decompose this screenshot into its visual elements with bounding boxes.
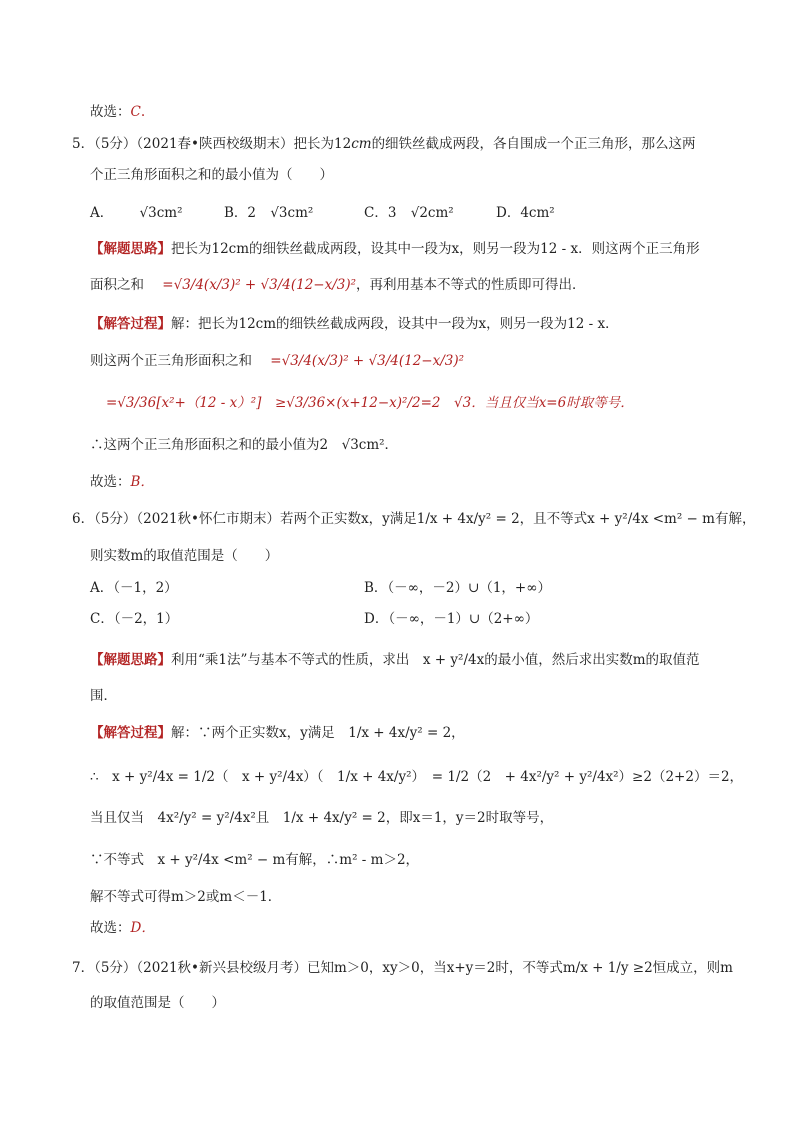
q6-stem-line1: 6．（5分）（2021秋•怀仁市期末）若两个正实数x，y满足1/x + 4x/y² = 2，且不等式x + y²/4x <m² − m有解， [72, 511, 756, 527]
q5-solution-line4: ∴这两个正三角形面积之和的最小值为2 √3cm²． [90, 437, 399, 453]
q5-stem-rest: 的细铁丝截成两段，各自围成一个正三角形，那么这两 [371, 136, 696, 152]
q5-solution-line3: =√3/36[x²+（12 - x）²] ≥√3/36×(x+12−x)²/2=2 √3．当且仅当x=6时取等号． [106, 395, 634, 411]
q7-stem-line2: 的取值范围是（ ） [90, 995, 225, 1011]
q5-hint-line2 [90, 275, 586, 295]
q5-option-b-label: B．2 [224, 205, 257, 221]
q5-option-c-value: √2cm² [410, 205, 454, 221]
q6-solution-line4: ∵不等式 x + y²/4x <m² − m有解，∴m² - m＞2， [90, 852, 420, 868]
q5-hint-text: 把长为12cm的细铁丝截成两段，设其中一段为x，则另一段为12 - x．则这两个正三角形 [171, 241, 700, 257]
q6-solution-line5: 解不等式可得m＞2或m＜－1． [90, 889, 282, 905]
answer-period: . [140, 104, 146, 120]
q5-option-b[interactable] [224, 203, 313, 223]
q5-stem-text: 5．（5分）（2021春•陕西校级期末）把长为12 [72, 136, 352, 152]
q6-hint-tag: 【解题思路】 [90, 652, 171, 668]
q6-answer-line [90, 918, 155, 938]
q6-hint-text: 利用“乘1法”与基本不等式的性质，求出 x + y²/4x的最小值，然后求出实数m的取值范 [171, 652, 700, 668]
q5-stem-line1 [72, 134, 696, 154]
answer-letter: C [130, 104, 141, 120]
q5-solution-text2: 则这两个正三角形面积之和 [90, 353, 252, 369]
q6-option-b[interactable]: B．（－∞，－2）∪（1，+∞） [364, 580, 551, 596]
q5-solution-line1 [90, 314, 619, 334]
q5-hint-text2: 面积之和 [90, 277, 144, 293]
q5-answer-line [90, 472, 154, 492]
q5-option-a-label: A． [90, 205, 114, 221]
q5-hint-line1 [90, 239, 700, 259]
q5-hint-tag: 【解题思路】 [90, 241, 171, 257]
answer-prefix: 故选： [90, 104, 131, 120]
q5-stem-unit: cm [351, 136, 372, 152]
q5-option-d[interactable]: D．4cm² [496, 205, 555, 221]
q6-answer-letter: D． [130, 920, 155, 936]
q6-solution-line3: 当且仅当 4x²/y² = y²/4x²且 1/x + 4x/y² = 2，即x＝1，y＝2时取等号， [90, 810, 554, 826]
q5-solution-line2 [90, 351, 464, 371]
q5-hint-formula: =√3/4(x/3)² + √3/4(12−x/3)² [162, 277, 357, 293]
q5-answer-letter: B． [130, 474, 154, 490]
q6-stem-line2: 则实数m的取值范围是（ ） [90, 548, 279, 564]
q5-stem-line2: 个正三角形面积之和的最小值为（ ） [90, 167, 333, 183]
q5-option-a-value: √3cm² [139, 205, 183, 221]
q6-option-c[interactable]: C．（－2，1） [90, 611, 179, 627]
q6-solution-line2: ∴ x + y²/4x = 1/2（ x + y²/4x）（ 1/x + 4x/y²） = 1/2（2 + 4x²/y² + y²/4x²）≥2（2+2）＝2， [90, 769, 744, 785]
q5-solution-tag: 【解答过程】 [90, 316, 171, 332]
q6-option-d[interactable]: D．（－∞，－1）∪（2+∞） [364, 611, 539, 627]
q6-answer-prefix: 故选： [90, 920, 131, 936]
q7-stem-line1: 7．（5分）（2021秋•新兴县校级月考）已知m＞0，xy＞0，当x+y＝2时，不等式m/x + 1/y ≥2恒成立，则m [72, 960, 733, 976]
q5-option-c[interactable] [364, 203, 454, 223]
q6-hint-line2: 围． [90, 688, 117, 704]
q6-option-a[interactable]: A．（－1，2） [90, 580, 178, 596]
prev-answer-line [90, 102, 145, 122]
q6-hint-line1 [90, 650, 700, 670]
q5-solution-formula: =√3/4(x/3)² + √3/4(12−x/3)² [270, 353, 465, 369]
q5-solution-text: 解：把长为12cm的细铁丝截成两段，设其中一段为x，则另一段为12 - x． [171, 316, 619, 332]
q6-solution-tag: 【解答过程】 [90, 725, 171, 741]
q6-solution-line1 [90, 723, 465, 743]
q5-option-b-value: √3cm² [270, 205, 314, 221]
q5-hint-text3: ，再利用基本不等式的性质即可得出． [356, 277, 586, 293]
q5-option-a[interactable] [90, 203, 183, 223]
q6-solution-text: 解：∵两个正实数x，y满足 1/x + 4x/y² = 2， [171, 725, 465, 741]
q5-answer-prefix: 故选： [90, 474, 131, 490]
q5-option-c-label: C．3 [364, 205, 397, 221]
